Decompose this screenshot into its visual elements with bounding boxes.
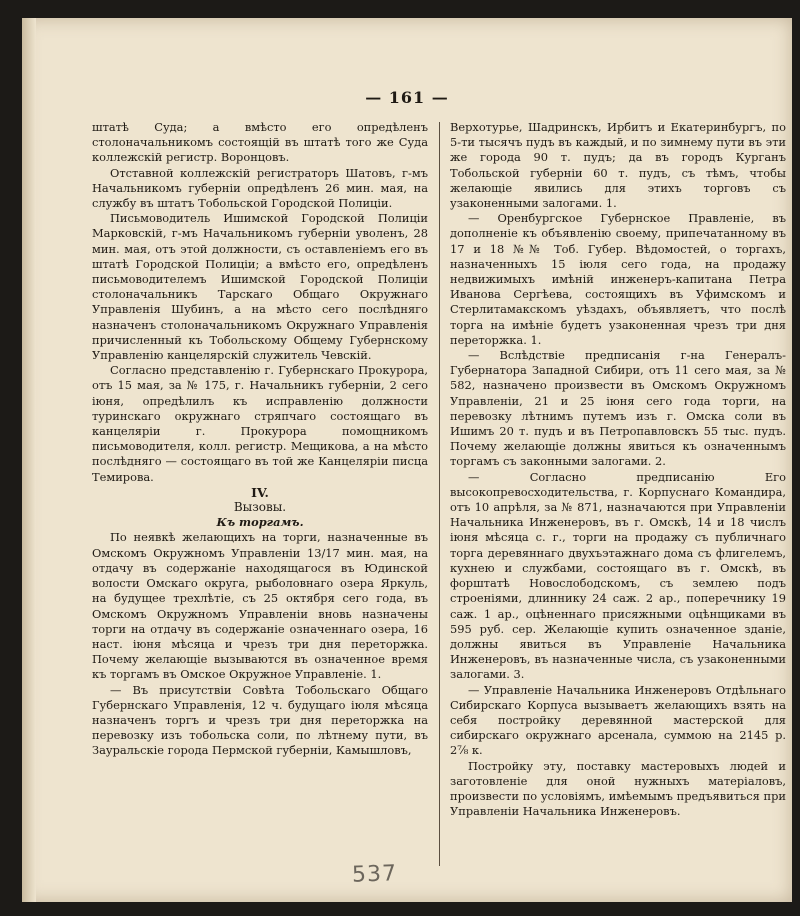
handwritten-pencil-number: 537	[351, 861, 398, 888]
right-column	[450, 120, 786, 819]
paragraph: По неявкѣ желающихъ на торги, назначенные въ Омскомъ Окружномъ Управленіи 13/17 мин. мая, на отдачу въ содержаніе находящагося въ Юдинской волости Омскаго округа, рыболовнаго озера Яркуль, на будущее трехлѣтіе, съ 25 октября сего года, въ Омскомъ Окружномъ Управленіи вновь назначены торги на отдачу въ содержаніе означеннаго озера, 16 наст. іюня мѣсяца и чрезъ три дня переторжка. Почему желающіе вызываются въ означенное время къ торгамъ въ Омское Окружное Управленіе. 1.	[92, 530, 428, 682]
page-number: — 161 —	[365, 88, 449, 107]
section-number: IV.	[251, 484, 269, 500]
subsection-title: Къ торгамъ.	[216, 515, 304, 530]
paragraph: Письмоводитель Ишимской Городской Полиціи Марковскій, г-мъ Начальникомъ губерніи уволенъ, 28 мин. мая, отъ этой должности, съ оставленіемъ его въ штатѣ Городской Полиціи; а вмѣсто его, опредѣленъ письмоводителемъ Ишимской Городской Полиціи столоначальникъ Тарскаго Общаго Окружнаго Управленія Шубинъ, а на мѣсто сего послѣдняго назначенъ столоначальникомъ Окружнаго Управленія причисленный къ Тобольскому Общему Губернскому Управленію канцелярскій служитель Чевскій.	[92, 211, 428, 363]
paragraph: — Управленіе Начальника Инженеровъ Отдѣльнаго Сибирскаго Корпуса вызываетъ желающихъ взять на себя постройку деревянной мастерской для сибирскаго окружнаго арсенала, суммою на 2145 р. 2⅞ к.	[450, 682, 786, 758]
paragraph: — Оренбургское Губернское Правленіе, въ дополненіе къ объявленію своему, припечатанному въ 17 и 18 №№ Тоб. Губер. Вѣдомостей, о торгахъ, назначенныхъ 15 іюля сего года, на продажу недвижимыхъ имѣній инженеръ-капитана Петра Иванова Сергѣева, состоящихъ въ Уфимскомъ и Стерлитамакскомъ уѣздахъ, объявляетъ, что послѣ торга на имѣніе будетъ узаконенная чрезъ три дня переторжка. 1.	[450, 211, 786, 347]
left-column	[92, 120, 428, 759]
paragraph: Согласно представленію г. Губернскаго Прокурора, отъ 15 мая, за № 175, г. Начальникъ губерніи, 2 сего іюня, опредѣлилъ къ исправленію должности туринскаго окружнаго стряпчаго состоящаго въ канцеляріи г. Прокурора помощникомъ письмоводителя, колл. регистр. Мещикова, а на мѣсто послѣдняго — состоящаго въ той же Канцеляріи писца Темирова.	[92, 363, 428, 484]
paragraph: — Согласно предписанію Его высокопревосходительства, г. Корпуснаго Командира, отъ 10 апрѣля, за № 871, назначаются при Управленіи Начальника Инженеровъ, въ г. Омскѣ, 14 и 18 числъ іюня мѣсяца с. г., торги на продажу съ публичнаго торга деревяннаго двухъэтажнаго дома съ флигелемъ, кухнею и службами, состоящаго въ г. Омскѣ, въ форштатѣ Новослободскомъ, съ землею подъ строеніями, длиннику 24 саж. 2 ар., поперечнику 19 саж. 1 ар., оцѣненнаго присяжными оцѣнщиками въ 595 руб. сер. Желающіе купить означенное зданіе, должны явиться въ Управленіе Начальника Инженеровъ, въ назначенные числа, съ узаконенными залогами. 3.	[450, 469, 786, 682]
page-binding-shadow	[22, 18, 36, 902]
paragraph: — Вслѣдствіе предписанія г-на Генералъ-Губернатора Западной Сибири, отъ 11 сего мая, за № 582, назначено произвести въ Омскомъ Окружномъ Управленіи, 21 и 25 іюня сего года торги, на перевозку лѣтнимъ путемъ изъ г. Омска соли въ Ишимъ 20 т. пудъ и въ Петропавловскъ 55 тыс. пудъ. Почему желающіе должны явиться къ означеннымъ торгамъ съ законными залогами. 2.	[450, 348, 786, 469]
section-title: Вызовы.	[233, 500, 287, 515]
paragraph: Отставной коллежскій регистраторъ Шатовъ, г-мъ Начальникомъ губерніи опредѣленъ 26 мин. мая, на службу въ штатъ Тобольской Городской Полиціи.	[92, 165, 428, 211]
paragraph: Постройку эту, поставку мастеровыхъ людей и заготовленіе для оной нужныхъ матеріаловъ, произвести по условіямъ, имѣемымъ предъявиться при Управленіи Начальника Инженеровъ.	[450, 758, 786, 819]
paragraph: — Въ присутствіи Совѣта Тобольскаго Общаго Губернскаго Управленія, 12 ч. будущаго іюля мѣсяца назначенъ торгъ и чрезъ три дня переторжка на перевозку изъ тобольска соли, по лѣтнему пути, въ Зауральскіе города Пермской губерніи, Камышловъ,	[92, 682, 428, 758]
paragraph: Верхотурье, Шадринскъ, Ирбитъ и Екатеринбургъ, по 5-ти тысячъ пудъ въ каждый, и по зимнему пути въ эти же города 90 т. пудъ; да въ городъ Курганъ Тобольской губерніи 60 т. пудъ, съ тѣмъ, чтобы желающіе явились для этихъ торговъ съ узаконенными залогами. 1.	[450, 120, 786, 211]
column-divider	[439, 122, 440, 866]
document-page	[22, 18, 792, 902]
paragraph: штатѣ Суда; а вмѣсто его опредѣленъ столоначальникомъ состоящій въ штатѣ того же Суда коллежскій регистр. Воронцовъ.	[92, 120, 428, 165]
